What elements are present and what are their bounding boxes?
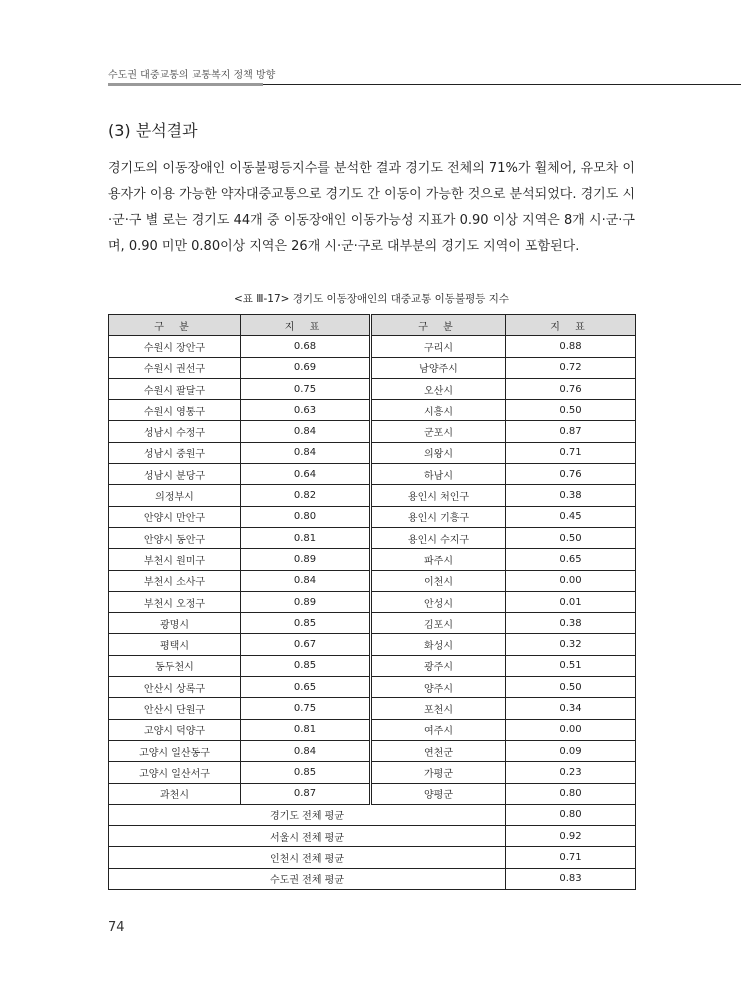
summary-value: 0.71 [506,847,636,868]
table-row [109,506,636,527]
region-cell: 양평군 [371,783,506,804]
index-cell: 0.75 [241,698,371,719]
region-cell: 연천군 [371,740,506,761]
table-row [109,400,636,421]
table-row [109,549,636,570]
index-cell: 0.00 [506,719,636,740]
region-cell: 안양시 동안구 [109,527,241,548]
index-cell: 0.88 [506,336,636,357]
table-row [109,740,636,761]
index-cell: 0.38 [506,485,636,506]
index-cell: 0.87 [241,783,371,804]
index-cell: 0.65 [506,549,636,570]
region-cell: 과천시 [109,783,241,804]
region-cell: 부천시 원미구 [109,549,241,570]
index-cell: 0.89 [241,591,371,612]
table-row [109,421,636,442]
header-index: 지 표 [506,315,636,336]
region-cell: 오산시 [371,378,506,399]
header-rule [263,84,741,85]
region-cell: 수원시 권선구 [109,357,241,378]
region-cell: 김포시 [371,613,506,634]
table-row [109,613,636,634]
table-row [109,464,636,485]
mobility-inequality-table [108,314,636,890]
index-cell: 0.50 [506,527,636,548]
summary-label: 인천시 전체 평균 [109,847,506,868]
table-caption: <표 Ⅲ-17> 경기도 이동장애인의 대중교통 이동불평등 지수 [233,293,509,305]
header-rule-accent [108,83,263,86]
region-cell: 부천시 오정구 [109,591,241,612]
index-cell: 0.84 [241,421,371,442]
index-cell: 0.75 [241,378,371,399]
index-cell: 0.81 [241,719,371,740]
index-cell: 0.84 [241,570,371,591]
table-row [109,783,636,804]
index-cell: 0.65 [241,677,371,698]
summary-row [109,868,636,889]
summary-value: 0.83 [506,868,636,889]
table-row [109,698,636,719]
index-cell: 0.82 [241,485,371,506]
index-cell: 0.85 [241,613,371,634]
summary-value: 0.80 [506,804,636,825]
table-row [109,655,636,676]
region-cell: 의정부시 [109,485,241,506]
table-row [109,634,636,655]
region-cell: 남양주시 [371,357,506,378]
region-cell: 이천시 [371,570,506,591]
index-cell: 0.76 [506,464,636,485]
index-cell: 0.50 [506,677,636,698]
region-cell: 고양시 덕양구 [109,719,241,740]
table-row [109,719,636,740]
index-cell: 0.84 [241,740,371,761]
index-cell: 0.76 [506,378,636,399]
table-row [109,591,636,612]
region-cell: 동두천시 [109,655,241,676]
region-cell: 평택시 [109,634,241,655]
table-row [109,378,636,399]
index-cell: 0.68 [241,336,371,357]
index-cell: 0.67 [241,634,371,655]
index-cell: 0.50 [506,400,636,421]
region-cell: 수원시 장안구 [109,336,241,357]
region-cell: 안성시 [371,591,506,612]
index-cell: 0.09 [506,740,636,761]
region-cell: 파주시 [371,549,506,570]
region-cell: 수원시 영통구 [109,400,241,421]
table-row [109,677,636,698]
index-cell: 0.81 [241,527,371,548]
region-cell: 성남시 분당구 [109,464,241,485]
table-row [109,570,636,591]
region-cell: 포천시 [371,698,506,719]
region-cell: 의왕시 [371,442,506,463]
region-cell: 광주시 [371,655,506,676]
index-cell: 0.00 [506,570,636,591]
index-cell: 0.80 [241,506,371,527]
table-row [109,336,636,357]
table-row [109,762,636,783]
summary-label: 수도권 전체 평균 [109,868,506,889]
section-title: (3) 분석결과 [108,121,198,140]
region-cell: 하남시 [371,464,506,485]
index-cell: 0.85 [241,655,371,676]
summary-label: 서울시 전체 평균 [109,826,506,847]
region-cell: 군포시 [371,421,506,442]
region-cell: 용인시 기흥구 [371,506,506,527]
region-cell: 안산시 상록구 [109,677,241,698]
table-row [109,527,636,548]
table-header-row [109,315,636,336]
table-row [109,485,636,506]
header-index: 지 표 [241,315,371,336]
region-cell: 성남시 중원구 [109,442,241,463]
region-cell: 시흥시 [371,400,506,421]
index-cell: 0.01 [506,591,636,612]
region-cell: 부천시 소사구 [109,570,241,591]
header-region: 구 분 [109,315,241,336]
region-cell: 안산시 단원구 [109,698,241,719]
index-cell: 0.32 [506,634,636,655]
table-row [109,442,636,463]
region-cell: 고양시 일산서구 [109,762,241,783]
header-region: 구 분 [371,315,506,336]
index-cell: 0.38 [506,613,636,634]
summary-value: 0.92 [506,826,636,847]
region-cell: 고양시 일산동구 [109,740,241,761]
page-number: 74 [108,920,125,935]
body-paragraph: 경기도의 이동장애인 이동불평등지수를 분석한 결과 경기도 전체의 71%가 휠체어, 유모차 이용자가 이용 가능한 약자대중교통으로 경기도 간 이동이 가능한 것으로 분석되었다. 경기도 시·군·구 별 로는 경기도 44개 중 이동장애인 이동가능성 지표가 0.90 이상 지역은 8개 시·군·구며, 0.90 미만 0.80이상 지역은 26개 시·군·구로 대부분의 경기도 지역이 포함된다. [108,161,635,254]
region-cell: 용인시 처인구 [371,485,506,506]
table-row [109,357,636,378]
index-cell: 0.72 [506,357,636,378]
index-cell: 0.89 [241,549,371,570]
region-cell: 구리시 [371,336,506,357]
summary-label: 경기도 전체 평균 [109,804,506,825]
region-cell: 성남시 수정구 [109,421,241,442]
index-cell: 0.69 [241,357,371,378]
table-body [109,336,636,890]
index-cell: 0.34 [506,698,636,719]
index-cell: 0.71 [506,442,636,463]
index-cell: 0.85 [241,762,371,783]
summary-row [109,826,636,847]
region-cell: 광명시 [109,613,241,634]
region-cell: 수원시 팔달구 [109,378,241,399]
region-cell: 가평군 [371,762,506,783]
region-cell: 화성시 [371,634,506,655]
index-cell: 0.63 [241,400,371,421]
region-cell: 양주시 [371,677,506,698]
region-cell: 안양시 만안구 [109,506,241,527]
index-cell: 0.87 [506,421,636,442]
region-cell: 여주시 [371,719,506,740]
running-header: 수도권 대중교통의 교통복지 정책 방향 [108,70,276,81]
index-cell: 0.45 [506,506,636,527]
index-cell: 0.51 [506,655,636,676]
region-cell: 용인시 수지구 [371,527,506,548]
index-cell: 0.84 [241,442,371,463]
index-cell: 0.80 [506,783,636,804]
index-cell: 0.23 [506,762,636,783]
summary-row [109,847,636,868]
index-cell: 0.64 [241,464,371,485]
summary-row [109,804,636,825]
